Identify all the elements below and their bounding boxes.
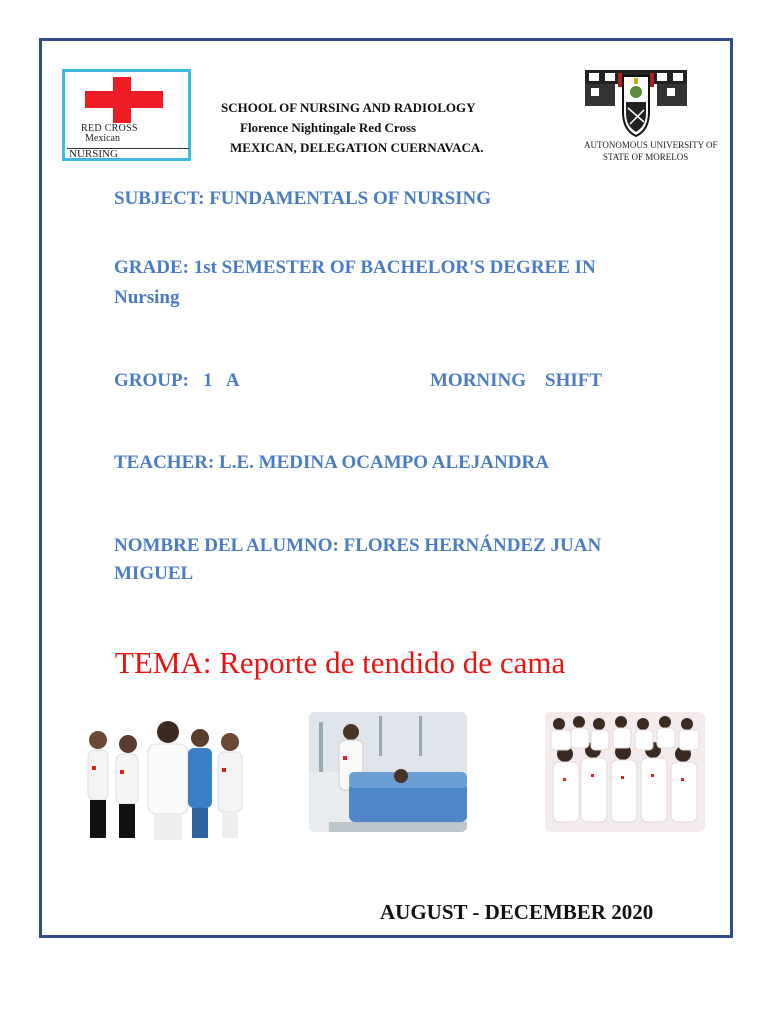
school-subtitle: Florence Nightingale Red Cross xyxy=(240,120,417,135)
logo-text-line2: Mexican xyxy=(85,133,120,144)
subject-line: SUBJECT: FUNDAMENTALS OF NURSING xyxy=(114,188,492,209)
red-cross-icon-bar xyxy=(85,91,163,108)
university-crest-icon xyxy=(583,68,689,140)
university-state: STATE OF MORELOS xyxy=(603,152,689,162)
school-name: SCHOOL OF NURSING AND RADIOLOGY xyxy=(221,100,476,115)
logo-nursing-label: NURSING xyxy=(67,148,189,159)
bed-making-photo xyxy=(309,712,467,832)
nursing-class-photo xyxy=(545,712,705,832)
teacher-line: TEACHER: L.E. MEDINA OCAMPO ALEJANDRA xyxy=(114,452,549,473)
grade-line: GRADE: 1st SEMESTER OF BACHELOR'S DEGREE IN xyxy=(114,257,596,278)
topic-title: TEMA: Reporte de tendido de cama xyxy=(115,645,566,680)
red-cross-logo xyxy=(62,69,191,161)
grade-line-cont: Nursing xyxy=(114,287,180,308)
student-name-line: NOMBRE DEL ALUMNO: FLORES HERNÁNDEZ JUAN xyxy=(114,535,602,556)
university-name: AUTONOMOUS UNIVERSITY OF xyxy=(584,140,718,150)
shift-line: MORNING SHIFT xyxy=(430,370,603,391)
logo-text-line1: RED CROSS xyxy=(81,123,138,134)
semester-dates: AUGUST - DECEMBER 2020 xyxy=(380,900,654,924)
student-name-cont: MIGUEL xyxy=(114,563,194,584)
nursing-students-photo xyxy=(82,718,246,840)
school-delegation: MEXICAN, DELEGATION CUERNAVACA. xyxy=(230,140,484,155)
group-line: GROUP: 1 A xyxy=(114,370,240,391)
